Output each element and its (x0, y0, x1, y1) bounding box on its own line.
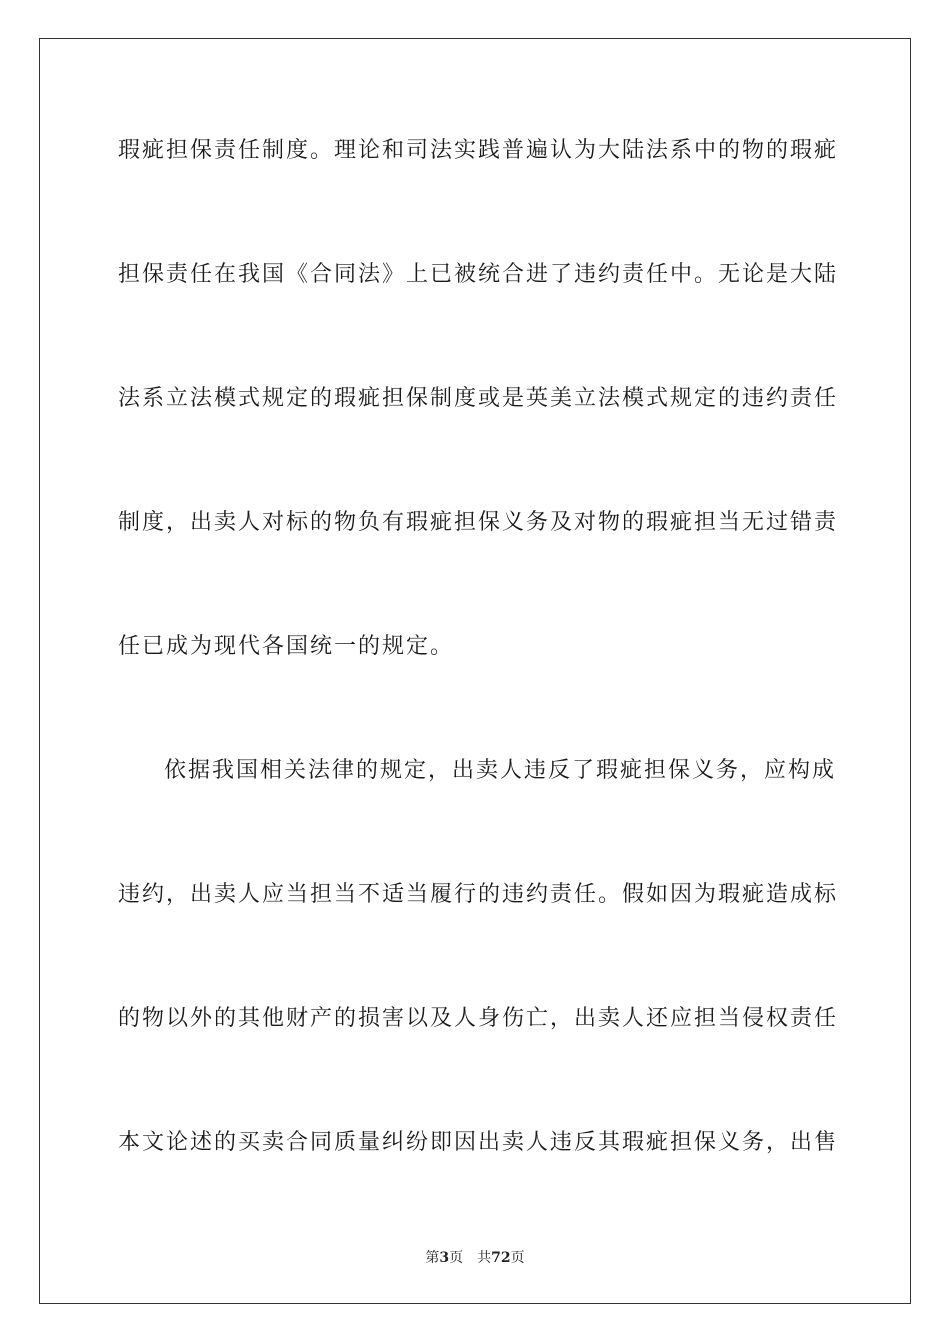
paragraph-line-8: 的物以外的其他财产的损害以及人身伤亡，出卖人还应担当侵权责任 (118, 1006, 839, 1031)
page-footer (0, 1248, 950, 1268)
paragraph-line-6: 依据我国相关法律的规定，出卖人违反了瑕疵担保义务，应构成 (164, 758, 837, 783)
paragraph-line-4: 制度，出卖人对标的物负有瑕疵担保义务及对物的瑕疵担当无过错责 (118, 510, 839, 535)
total-prefix: 共 (477, 1250, 492, 1266)
page-border (39, 38, 911, 1304)
paragraph-line-1: 瑕疵担保责任制度。理论和司法实践普遍认为大陆法系中的物的瑕疵 (118, 138, 839, 163)
page-suffix: 页 (449, 1250, 464, 1266)
page-prefix: 第 (425, 1250, 440, 1266)
total-suffix: 页 (510, 1250, 525, 1266)
paragraph-line-7: 违约，出卖人应当担当不适当履行的违约责任。假如因为瑕疵造成标 (118, 882, 839, 907)
paragraph-line-3: 法系立法模式规定的瑕疵担保制度或是英美立法模式规定的违约责任 (118, 386, 839, 411)
total-pages: 72 (491, 1250, 511, 1266)
paragraph-line-9: 本文论述的买卖合同质量纠纷即因出卖人违反其瑕疵担保义务，出售 (118, 1130, 839, 1155)
paragraph-line-5: 任已成为现代各国统一的规定。 (118, 634, 455, 659)
paragraph-line-2: 担保责任在我国《合同法》上已被统合进了违约责任中。无论是大陆 (118, 262, 839, 287)
page-number: 3 (439, 1250, 450, 1266)
